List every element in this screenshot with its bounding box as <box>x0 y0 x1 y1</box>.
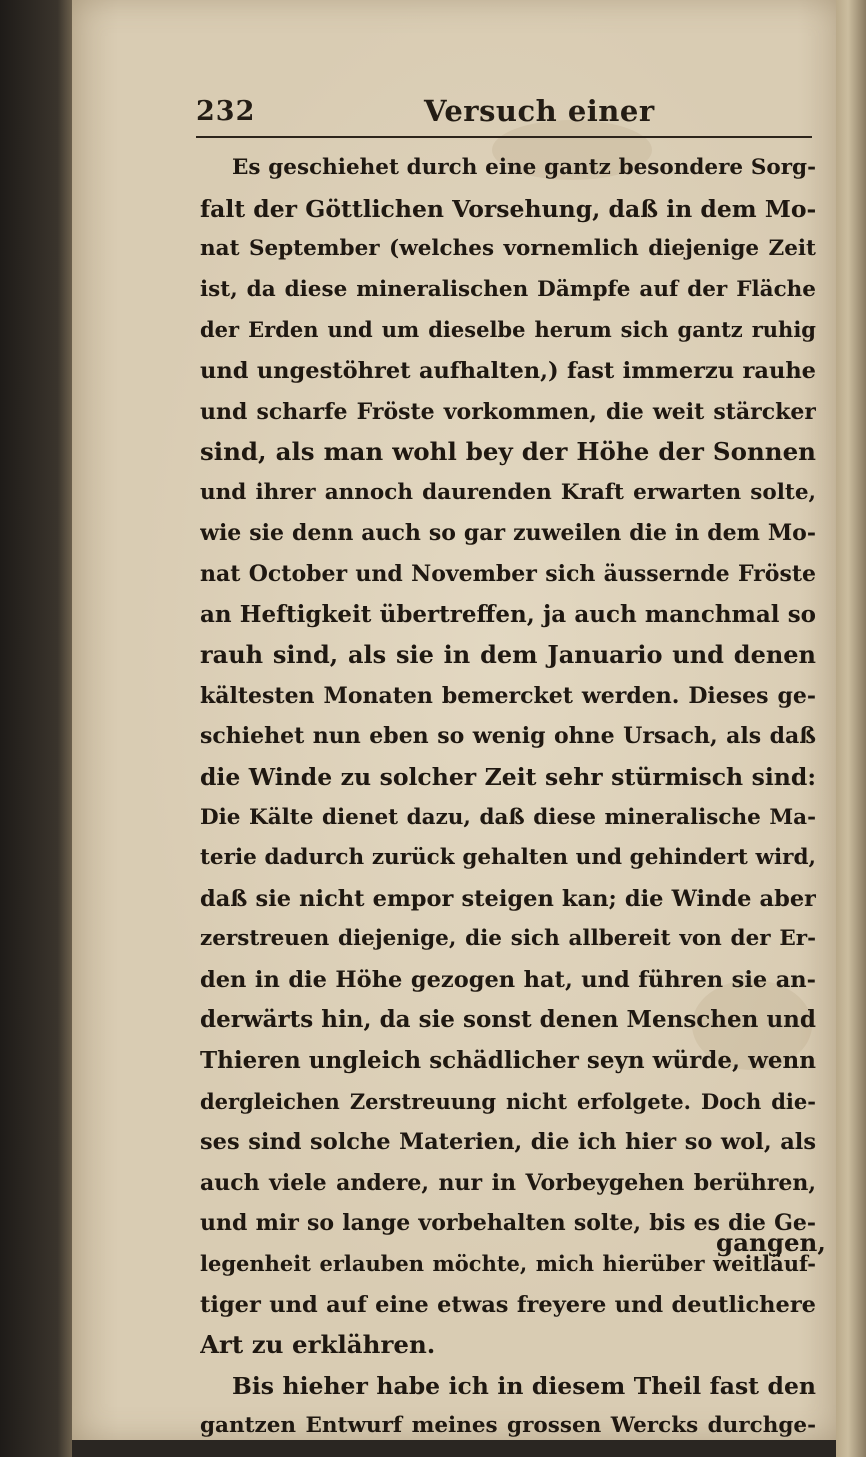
text-line: dergleichen Zerstreuung nicht erfolgete. Doch die- <box>200 1088 816 1114</box>
text-line: ist, da diese mineralischen Dämpfe auf der Fläche <box>200 276 816 302</box>
page-fore-edge <box>836 0 866 1457</box>
text-line: legenheit erlauben möchte, mich hierüber weitläuf- <box>200 1251 816 1277</box>
text-line: und scharfe Fröste vorkommen, die weit stärcker <box>200 398 816 425</box>
text-line: den in die Höhe gezogen hat, und führen sie an- <box>200 966 816 993</box>
text-line: und ungestöhret aufhalten,) fast immerzu rauhe <box>200 357 816 384</box>
text-line: der Erden und um dieselbe herum sich gantz ruhig <box>200 317 816 343</box>
text-line: falt der Göttlichen Vorsehung, daß in dem Mo- <box>200 194 816 223</box>
text-line: an Heftigkeit übertreffen, ja auch manchmal so <box>200 600 816 628</box>
text-line: sind, als man wohl bey der Höhe der Sonnen <box>200 437 816 467</box>
running-head <box>196 92 812 138</box>
text-line: daß sie nicht empor steigen kan; die Winde aber <box>200 885 816 912</box>
running-title: Versuch einer <box>424 94 655 128</box>
text-line: Thieren ungleich schädlicher seyn würde, wenn <box>200 1047 816 1075</box>
page-number: 232 <box>196 96 256 127</box>
text-line: Die Kälte dienet dazu, daß diese mineralische Ma- <box>200 804 816 830</box>
text-line: wie sie denn auch so gar zuweilen die in dem Mo- <box>200 520 816 547</box>
text-line: und ihrer annoch daurenden Kraft erwarten solte, <box>200 479 816 505</box>
text-line: Es geschiehet durch eine gantz besondere Sorg- <box>232 155 816 180</box>
catchword: gangen, <box>716 1228 826 1257</box>
text-line: terie dadurch zurück gehalten und gehindert wird, <box>200 845 816 871</box>
text-line: ses sind solche Materien, die ich hier so wol, als <box>200 1129 816 1156</box>
text-line: die Winde zu solcher Zeit sehr stürmisch sind: <box>200 762 816 791</box>
text-line: kältesten Monaten bemercket werden. Dieses ge- <box>200 682 816 709</box>
text-line: tiger und auf eine etwas freyere und deutlichere <box>200 1291 816 1318</box>
text-line: schiehet nun eben so wenig ohne Ursach, als daß <box>200 723 816 750</box>
text-line: derwärts hin, da sie sonst denen Menschen und <box>200 1006 816 1034</box>
text-line: auch viele andere, nur in Vorbeygehen berühren, <box>200 1169 816 1196</box>
text-line: Bis hieher habe ich in diesem Theil fast den <box>232 1371 816 1400</box>
text-line: rauh sind, als sie in dem Januario und denen <box>200 640 816 670</box>
text-line: nat October und November sich äussernde Fröste <box>200 560 816 587</box>
text-line: nat September (welches vornemlich diejenige Zeit <box>200 236 816 262</box>
text-line: zerstreuen diejenige, die sich allbereit von der Er- <box>200 926 816 952</box>
text-line: gantzen Entwurf meines grossen Wercks durchge- <box>200 1413 816 1439</box>
binding-shadow <box>0 0 72 1457</box>
text-line: und mir so lange vorbehalten solte, bis es die Ge- <box>200 1210 816 1237</box>
text-line: Art zu erklähren. <box>200 1330 436 1360</box>
